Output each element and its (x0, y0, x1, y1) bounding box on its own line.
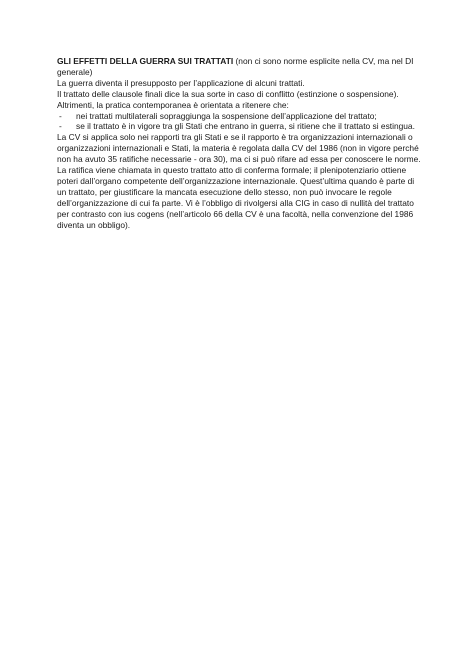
bullet-marker: - (59, 121, 62, 132)
bullet-marker: - (59, 110, 62, 121)
paragraph-contemporary-practice: Altrimenti, la pratica contemporanea è orientata a ritenere che: (57, 99, 289, 110)
paragraph-final-clauses: Il trattato delle clausole finali dice la sua sorte in caso di conflitto (estinzione o sospensione). (57, 88, 399, 99)
paragraph-ratification: La ratifica viene chiamata in questo trattato atto di conferma formale; il plenipotenziario ottiene poteri dall’organo competente dell’organizzazione internazionale. Quest’ultima quando è parte di un trattato, per giustificare la mancata esecuzione dello stesso, non può invocare le regole dell’organizzazione di cui fa parte. Vi è l’obbligo di rivolgersi alla CIG in caso di nullità del trattato per contrasto con ius cogens (nell’articolo 66 della CV è una facoltà, nella convenzione del 1986 diventa un obbligo). (57, 165, 415, 230)
bullet-text: nei trattati multilaterali sopraggiunga la sospensione dell’applicazione del trattato; (76, 110, 377, 121)
bullet-text: se il trattato è in vigore tra gli Stati che entrano in guerra, si ritiene che il trattato si estingua. (76, 121, 415, 132)
section-heading (57, 56, 422, 78)
section-title-note: (non ci sono norme esplicite nella CV, ma nel DI generale) (57, 56, 414, 77)
document-body (57, 56, 422, 231)
bullet-list (57, 111, 422, 133)
bullet-item-extinction (57, 121, 422, 132)
bullet-item-multilateral (57, 111, 422, 122)
section-title: GLI EFFETTI DELLA GUERRA SUI TRATTATI (57, 56, 234, 66)
paragraph-war-premise: La guerra diventa il presupposto per l’applicazione di alcuni trattati. (57, 77, 305, 88)
paragraph-cv-application: La CV si applica solo nei rapporti tra gli Stati e se il rapporto è tra organizzazioni internazionali o organizzazioni internazionali e Stati, la materia è regolata dalla CV del 1986 (non in vigore perché non ha avuto 35 ratifiche necessarie - ora 30), ma ci si può rifare ad essa per conoscere le norme. (57, 132, 421, 165)
